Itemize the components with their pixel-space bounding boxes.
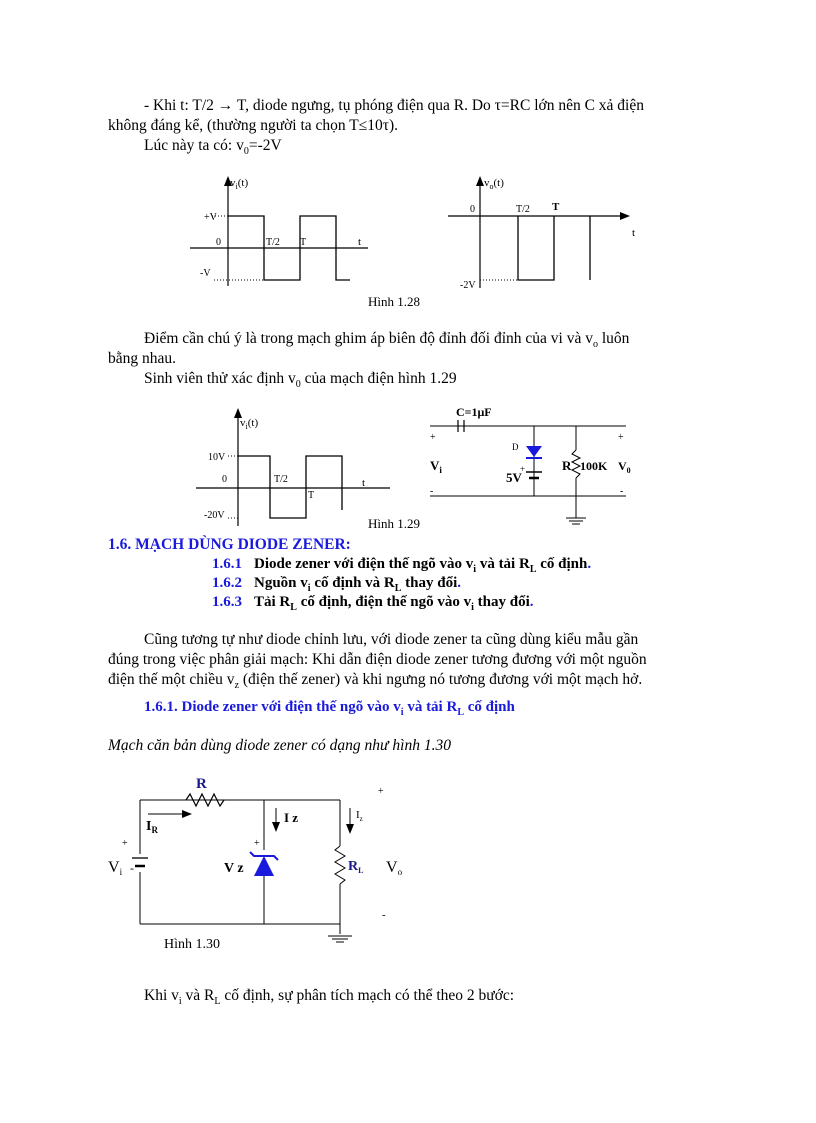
toc-item-1[interactable]: 1.6.1 Diode zener với điện thế ngõ vào $v_i$ và tải $R_L$ cố định. — [212, 556, 592, 575]
subheading-161: 1.6.1. Diode zener với điện thế ngõ vào $v_i$ và tải $R_L$ cố định — [144, 699, 515, 718]
fig130-R: R — [196, 776, 207, 792]
fig130-caption: Hình 1.30 — [164, 937, 220, 952]
fig130-zener-symbol — [254, 856, 274, 876]
italic-caption-line: Mạch căn bản dùng diode zener có dạng như hình 1.30 — [108, 737, 451, 754]
para1-line2: không đáng kể, (thường người ta chọn T≤10τ). — [108, 117, 399, 134]
para3-line3: điện thế một chiều $v_z$ (điện thế zener) và khi ngưng nó tương đương với một mạch hở. — [108, 671, 643, 692]
para2-line1: Điểm cần chú ý là trong mạch ghim áp biên độ đỉnh đối đỉnh của vi và $v_o$ luôn — [144, 330, 630, 351]
para2-line2: bằng nhau. — [108, 350, 177, 367]
fig129-T: T — [308, 490, 315, 501]
fig130-Vz: V z — [224, 861, 244, 876]
fig129-minus-left: - — [430, 486, 434, 497]
fig128-T: T — [300, 237, 307, 248]
fig130-Vi: Vi — [108, 859, 123, 877]
fig129-v20: -20V — [204, 510, 225, 521]
fig130-RL-label: $R_L$ — [348, 859, 364, 875]
toc-item-2[interactable]: 1.6.2 Nguồn $v_i$ cố định và $R_L$ thay đổi. — [212, 575, 462, 594]
fig129-bat-label: 5V — [506, 470, 522, 485]
fig129-bat-plus: + — [520, 464, 526, 474]
fig128-plus-v: +V — [204, 212, 217, 223]
para1-line1: - Khi t: T/2 → T, diode ngưng, tụ phóng điện qua R. Do τ=RC lớn nên C xả điện — [144, 97, 644, 114]
figure-1-28 — [180, 168, 650, 313]
fig130-RL — [335, 846, 345, 884]
para3-line2: đúng trong việc phân giải mạch: Khi dẫn điện diode zener tương đương với một nguồn — [108, 651, 647, 668]
fig129-resistor — [572, 450, 580, 478]
fig129-zero: 0 — [222, 474, 227, 485]
fig128-t: t — [358, 236, 362, 248]
fig128-half: T/2 — [266, 237, 280, 248]
fig128-caption: Hình 1.28 — [368, 294, 420, 309]
fig128-vo-xaxis-arrow — [620, 212, 630, 220]
fig130-plus-vz: + — [254, 838, 260, 849]
fig128-zero: 0 — [216, 237, 221, 248]
fig129-v0: $V_0$ — [618, 459, 631, 475]
fig128-minus-v: -V — [200, 268, 211, 279]
para2-line3: Sinh viên thử xác định $v_0$ của mạch điện hình 1.29 — [144, 370, 457, 391]
fig128-vi-label: $v_i(t)$ — [230, 177, 249, 191]
fig129-t: t — [362, 477, 366, 489]
fig128-vo-zero: 0 — [470, 204, 475, 215]
fig128-vo-label: $v_o(t)$ — [484, 177, 504, 191]
fig130-Iz2: $I_z$ — [356, 809, 363, 823]
fig129-plus-left: + — [430, 432, 436, 443]
fig129-diode-symbol — [526, 446, 542, 457]
fig130-vi-minus: - — [130, 861, 134, 875]
figure-1-30 — [100, 772, 420, 957]
fig129-cap-label: C=1μF — [456, 405, 492, 419]
fig129-half: T/2 — [274, 474, 288, 485]
fig129-minus-right: - — [620, 486, 624, 497]
fig129-caption: Hình 1.29 — [368, 516, 420, 531]
fig129-r-label: R — [562, 458, 572, 473]
figure-1-29 — [190, 400, 650, 535]
fig129-vi-label: $v_i(t)$ — [240, 417, 259, 431]
fig130-IR: $I_R$ — [146, 819, 158, 835]
fig130-plus-top: + — [378, 786, 384, 797]
fig129-r-value: 100K — [580, 459, 608, 473]
fig129-d-label: D — [512, 442, 519, 452]
fig129-v10: 10V — [208, 452, 226, 463]
fig128-vo-T: T — [552, 201, 560, 213]
fig128-vo-t: t — [632, 227, 636, 239]
toc-item-3[interactable]: 1.6.3 Tải $R_L$ cố định, điện thế ngõ vào $v_i$ thay đổi. — [212, 594, 534, 613]
section-title: 1.6. MẠCH DÙNG DIODE ZENER: — [108, 536, 351, 553]
para1-line3: Lúc này ta có: $v_0=-2V$ — [144, 137, 282, 158]
fig129-wave — [238, 456, 342, 518]
fig128-vo-min: -2V — [460, 280, 476, 291]
para3-line1: Cũng tương tự như diode chỉnh lưu, với diode zener ta cũng dùng kiểu mẫu gần — [144, 631, 639, 648]
final-line: Khi $v_i$ và $R_L$ cố định, sự phân tích mạch có thể theo 2 bước: — [144, 987, 515, 1008]
fig130-Vo: Vo — [386, 859, 403, 877]
fig128-vo-wave1 — [518, 216, 554, 280]
fig128-vo-half: T/2 — [516, 204, 530, 215]
fig130-plus-vi: + — [122, 838, 128, 849]
fig129-vi-in: $V_i$ — [430, 458, 442, 475]
fig130-minus-out: - — [382, 909, 386, 921]
fig128-vo-yaxis-arrow — [476, 176, 484, 186]
fig129-plus-right: + — [618, 432, 624, 443]
fig130-Iz: I z — [284, 810, 299, 825]
